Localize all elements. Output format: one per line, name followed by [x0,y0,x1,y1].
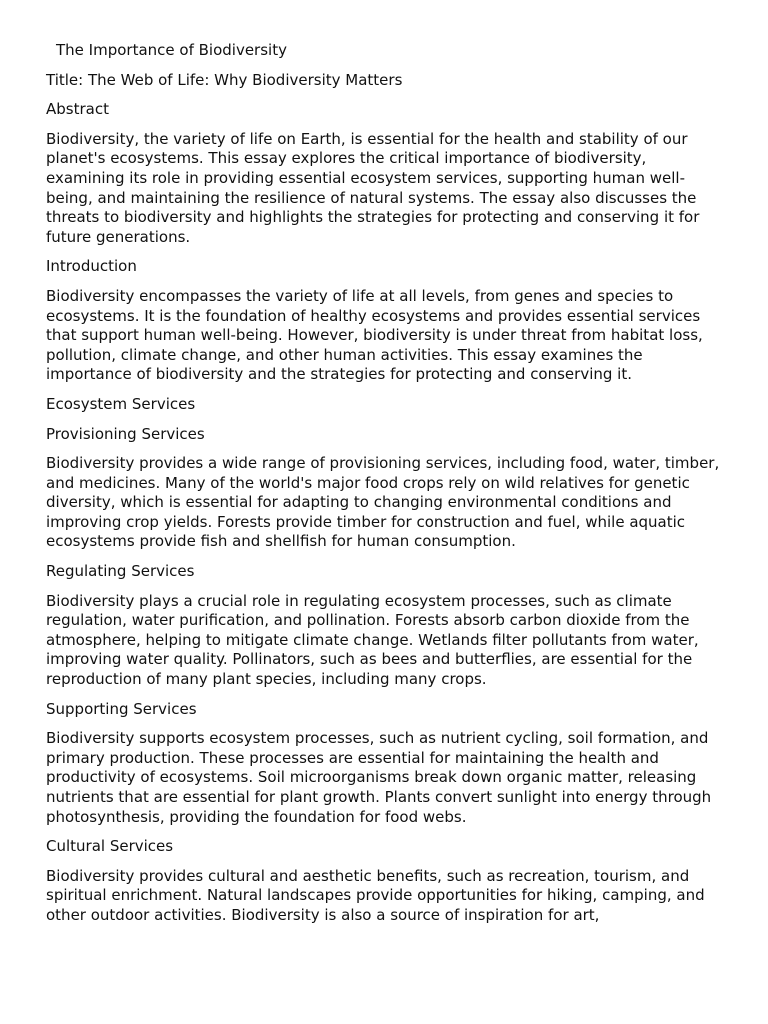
heading-ecosystem-services: Ecosystem Services [46,394,196,413]
paragraph-supporting-services: Biodiversity supports ecosystem processes, such as nutrient cycling, soil formation, and primary production. These processes are essential for maintaining the health and productivity of ecosystems. Soil microorganisms break down organic matter, releasing nutrients that are essential for plant growth. Plants convert sunlight into energy through photosynthesis, providing the foundation for food webs. [46,729,712,826]
document-title: The Importance of Biodiversity [56,41,287,59]
heading-regulating-services: Regulating Services [46,562,195,581]
heading-supporting-services: Supporting Services [46,699,197,718]
paragraph-abstract: Biodiversity, the variety of life on Earth, is essential for the health and stability of our planet's ecosystems. This essay explores the critical importance of biodiversity, examining its role in providing essential ecosystem services, supporting human well-being, and maintaining the resilience of natural systems. The essay also discusses the threats to biodiversity and highlights the strategies for protecting and conserving it for future generations. [46,129,700,246]
document-subtitle: Title: The Web of Life: Why Biodiversity Matters [46,70,403,89]
paragraph-cultural-services: Biodiversity provides cultural and aesthetic benefits, such as recreation, tourism, and spiritual enrichment. Natural landscapes provide opportunities for hiking, camping, and other outdoor activities. Biodiversity is also a source of inspiration for art, [46,866,705,924]
heading-abstract: Abstract [46,100,109,119]
heading-introduction: Introduction [46,257,137,276]
heading-cultural-services: Cultural Services [46,837,174,856]
paragraph-provisioning-services: Biodiversity provides a wide range of provisioning services, including food, water, timber, and medicines. Many of the world's major food crops rely on wild relatives for genetic diversity, which is essential for adapting to changing environmental conditions and improving crop yields. Forests provide timber for construction and fuel, while aquatic ecosystems provide fish and shellfish for human consumption. [46,454,720,551]
heading-provisioning-services: Provisioning Services [46,424,205,443]
paragraph-introduction: Biodiversity encompasses the variety of life at all levels, from genes and species to ecosystems. It is the foundation of healthy ecosystems and provides essential services that support human well-being. However, biodiversity is under threat from habitat loss, pollution, climate change, and other human activities. This essay examines the importance of biodiversity and the strategies for protecting and conserving it. [46,286,703,384]
paragraph-regulating-services: Biodiversity plays a crucial role in regulating ecosystem processes, such as climate regulation, water purification, and pollination. Forests absorb carbon dioxide from the atmosphere, helping to mitigate climate change. Wetlands filter pollutants from water, improving water quality. Pollinators, such as bees and butterflies, are essential for the reproduction of many plant species, including many crops. [46,591,699,689]
